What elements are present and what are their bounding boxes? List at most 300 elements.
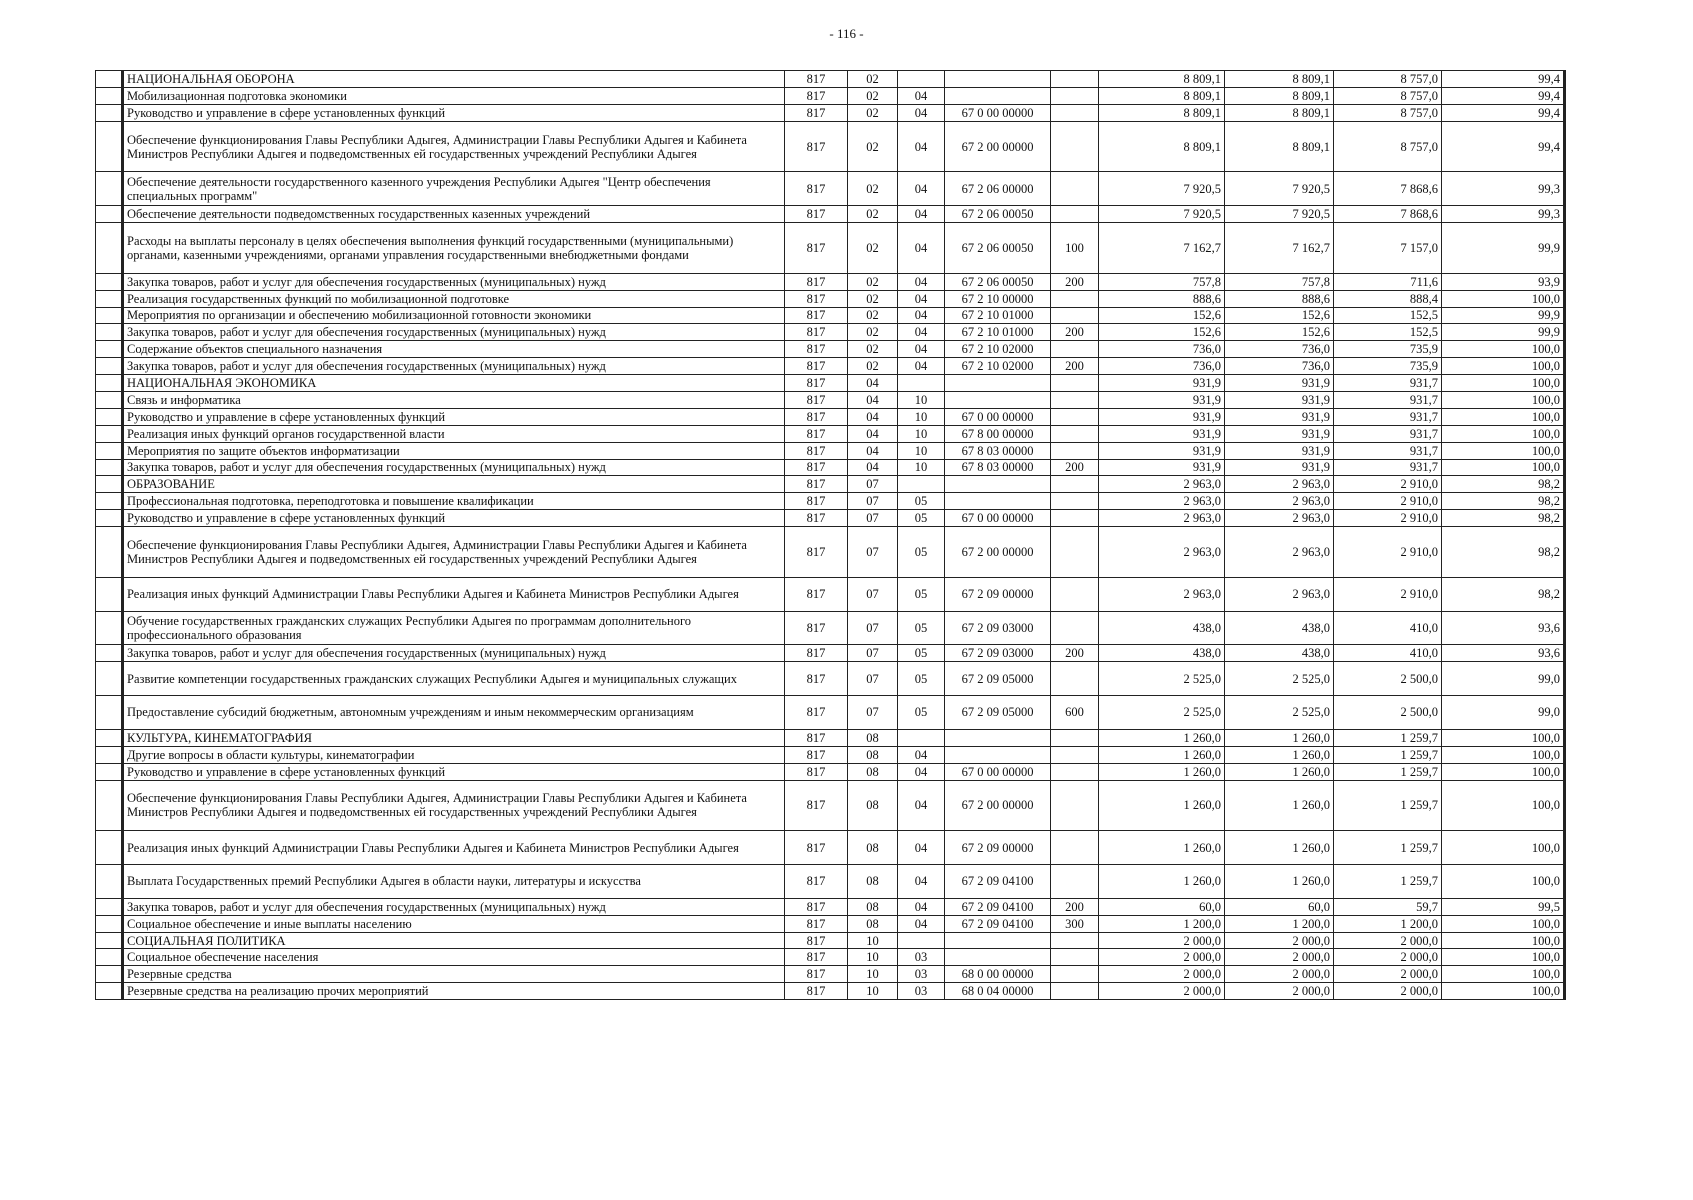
cell-section: 04	[848, 375, 898, 392]
cell-target-article	[945, 391, 1051, 408]
cell-target-article: 67 2 09 03000	[945, 645, 1051, 662]
cell-subsection: 04	[898, 358, 945, 375]
cell-approved: 1 260,0	[1099, 831, 1225, 865]
cell-expense-type	[1051, 780, 1099, 831]
row-gutter	[96, 577, 123, 611]
cell-executed: 931,7	[1334, 425, 1442, 442]
cell-percent: 100,0	[1442, 932, 1565, 949]
cell-percent: 100,0	[1442, 290, 1565, 307]
table-row	[96, 493, 1565, 510]
cell-admin-code: 817	[785, 290, 848, 307]
cell-name: Закупка товаров, работ и услуг для обеспечения государственных (муниципальных) нужд	[123, 898, 785, 915]
cell-section: 02	[848, 273, 898, 290]
cell-target-article: 67 2 06 00050	[945, 273, 1051, 290]
table-row	[96, 577, 1565, 611]
row-gutter	[96, 949, 123, 966]
row-gutter	[96, 493, 123, 510]
cell-admin-code: 817	[785, 408, 848, 425]
table-row	[96, 358, 1565, 375]
cell-expense-type	[1051, 510, 1099, 527]
cell-section: 02	[848, 87, 898, 104]
row-gutter	[96, 527, 123, 578]
cell-executed: 7 868,6	[1334, 172, 1442, 206]
cell-expense-type	[1051, 104, 1099, 121]
cell-expense-type	[1051, 611, 1099, 645]
cell-subsection	[898, 375, 945, 392]
cell-approved: 888,6	[1099, 290, 1225, 307]
cell-target-article: 67 2 09 03000	[945, 611, 1051, 645]
cell-expense-type	[1051, 865, 1099, 899]
cell-name: Руководство и управление в сфере установленных функций	[123, 408, 785, 425]
cell-budget-list: 1 260,0	[1225, 865, 1334, 899]
cell-section: 02	[848, 324, 898, 341]
cell-expense-type	[1051, 375, 1099, 392]
cell-percent: 100,0	[1442, 780, 1565, 831]
cell-section: 07	[848, 696, 898, 730]
cell-name: Мероприятия по защите объектов информатизации	[123, 442, 785, 459]
cell-approved: 152,6	[1099, 307, 1225, 324]
cell-percent: 100,0	[1442, 831, 1565, 865]
cell-approved: 1 260,0	[1099, 780, 1225, 831]
row-gutter	[96, 71, 123, 88]
cell-expense-type	[1051, 71, 1099, 88]
cell-target-article: 67 0 00 00000	[945, 763, 1051, 780]
cell-subsection: 04	[898, 746, 945, 763]
cell-budget-list: 931,9	[1225, 459, 1334, 476]
cell-section: 02	[848, 121, 898, 172]
table-row	[96, 324, 1565, 341]
cell-executed: 8 757,0	[1334, 121, 1442, 172]
cell-percent: 99,4	[1442, 87, 1565, 104]
cell-approved: 438,0	[1099, 611, 1225, 645]
cell-target-article: 67 2 09 04100	[945, 865, 1051, 899]
cell-percent: 100,0	[1442, 408, 1565, 425]
cell-name: Связь и информатика	[123, 391, 785, 408]
table-row	[96, 966, 1565, 983]
cell-name: Социальное обеспечение населения	[123, 949, 785, 966]
cell-name: Руководство и управление в сфере установленных функций	[123, 510, 785, 527]
row-gutter	[96, 273, 123, 290]
cell-admin-code: 817	[785, 898, 848, 915]
row-gutter	[96, 104, 123, 121]
table-row	[96, 391, 1565, 408]
cell-name: НАЦИОНАЛЬНАЯ ЭКОНОМИКА	[123, 375, 785, 392]
cell-budget-list: 60,0	[1225, 898, 1334, 915]
cell-target-article: 67 2 09 00000	[945, 577, 1051, 611]
cell-percent: 99,0	[1442, 662, 1565, 696]
cell-admin-code: 817	[785, 831, 848, 865]
cell-admin-code: 817	[785, 391, 848, 408]
cell-admin-code: 817	[785, 932, 848, 949]
cell-subsection	[898, 729, 945, 746]
cell-admin-code: 817	[785, 983, 848, 1000]
cell-percent: 99,9	[1442, 223, 1565, 274]
cell-subsection: 04	[898, 273, 945, 290]
cell-name: Резервные средства	[123, 966, 785, 983]
cell-expense-type	[1051, 206, 1099, 223]
cell-budget-list: 2 000,0	[1225, 932, 1334, 949]
table-row	[96, 983, 1565, 1000]
cell-target-article: 67 2 09 04100	[945, 898, 1051, 915]
table-row	[96, 408, 1565, 425]
cell-subsection: 10	[898, 459, 945, 476]
cell-percent: 100,0	[1442, 341, 1565, 358]
cell-budget-list: 736,0	[1225, 358, 1334, 375]
cell-subsection: 05	[898, 645, 945, 662]
cell-approved: 7 162,7	[1099, 223, 1225, 274]
cell-section: 07	[848, 476, 898, 493]
row-gutter	[96, 510, 123, 527]
table-row	[96, 865, 1565, 899]
cell-admin-code: 817	[785, 763, 848, 780]
cell-budget-list: 2 963,0	[1225, 493, 1334, 510]
cell-name: Мероприятия по организации и обеспечению мобилизационной готовности экономики	[123, 307, 785, 324]
cell-executed: 59,7	[1334, 898, 1442, 915]
cell-name: Реализация иных функций Администрации Главы Республики Адыгея и Кабинета Министров Республики Адыгея	[123, 831, 785, 865]
cell-expense-type	[1051, 527, 1099, 578]
cell-executed: 7 157,0	[1334, 223, 1442, 274]
cell-target-article	[945, 949, 1051, 966]
cell-executed: 735,9	[1334, 341, 1442, 358]
cell-budget-list: 152,6	[1225, 307, 1334, 324]
cell-expense-type	[1051, 746, 1099, 763]
cell-approved: 931,9	[1099, 425, 1225, 442]
row-gutter	[96, 611, 123, 645]
cell-section: 08	[848, 780, 898, 831]
cell-approved: 2 963,0	[1099, 577, 1225, 611]
cell-admin-code: 817	[785, 375, 848, 392]
cell-expense-type	[1051, 983, 1099, 1000]
cell-target-article: 67 2 10 02000	[945, 341, 1051, 358]
cell-name: НАЦИОНАЛЬНАЯ ОБОРОНА	[123, 71, 785, 88]
cell-percent: 99,4	[1442, 71, 1565, 88]
cell-approved: 2 000,0	[1099, 966, 1225, 983]
cell-section: 04	[848, 391, 898, 408]
cell-approved: 7 920,5	[1099, 206, 1225, 223]
cell-admin-code: 817	[785, 307, 848, 324]
cell-expense-type	[1051, 932, 1099, 949]
cell-expense-type	[1051, 87, 1099, 104]
cell-percent: 99,9	[1442, 324, 1565, 341]
cell-target-article	[945, 729, 1051, 746]
row-gutter	[96, 324, 123, 341]
cell-admin-code: 817	[785, 104, 848, 121]
cell-admin-code: 817	[785, 87, 848, 104]
cell-target-article	[945, 375, 1051, 392]
cell-target-article: 67 2 00 00000	[945, 527, 1051, 578]
cell-section: 04	[848, 408, 898, 425]
table-row	[96, 273, 1565, 290]
cell-name: Обеспечение функционирования Главы Республики Адыгея, Администрации Главы Республики Адыгея и Кабинета Министров Республики Адыгея и подведомственных ей государственных учреждений Республики Адыгея	[123, 121, 785, 172]
table-row	[96, 898, 1565, 915]
cell-section: 08	[848, 898, 898, 915]
cell-approved: 2 000,0	[1099, 983, 1225, 1000]
cell-approved: 931,9	[1099, 459, 1225, 476]
cell-target-article	[945, 746, 1051, 763]
row-gutter	[96, 121, 123, 172]
cell-section: 08	[848, 915, 898, 932]
cell-budget-list: 1 260,0	[1225, 780, 1334, 831]
table-row	[96, 459, 1565, 476]
cell-section: 02	[848, 71, 898, 88]
cell-section: 04	[848, 459, 898, 476]
cell-section: 07	[848, 577, 898, 611]
cell-expense-type: 100	[1051, 223, 1099, 274]
cell-target-article: 68 0 04 00000	[945, 983, 1051, 1000]
cell-expense-type: 300	[1051, 915, 1099, 932]
cell-admin-code: 817	[785, 746, 848, 763]
cell-executed: 2 000,0	[1334, 966, 1442, 983]
cell-target-article: 67 0 00 00000	[945, 104, 1051, 121]
row-gutter	[96, 915, 123, 932]
cell-expense-type	[1051, 425, 1099, 442]
cell-name: Развитие компетенции государственных гражданских служащих Республики Адыгея и муниципальных служащих	[123, 662, 785, 696]
cell-admin-code: 817	[785, 425, 848, 442]
cell-name: Обеспечение функционирования Главы Республики Адыгея, Администрации Главы Республики Адыгея и Кабинета Министров Республики Адыгея и подведомственных ей государственных учреждений Республики Адыгея	[123, 527, 785, 578]
cell-approved: 2 963,0	[1099, 510, 1225, 527]
cell-budget-list: 931,9	[1225, 391, 1334, 408]
cell-executed: 1 259,7	[1334, 780, 1442, 831]
cell-subsection: 05	[898, 696, 945, 730]
cell-subsection: 04	[898, 307, 945, 324]
cell-percent: 99,5	[1442, 898, 1565, 915]
cell-expense-type	[1051, 831, 1099, 865]
row-gutter	[96, 831, 123, 865]
cell-executed: 888,4	[1334, 290, 1442, 307]
cell-approved: 931,9	[1099, 442, 1225, 459]
cell-expense-type: 200	[1051, 273, 1099, 290]
cell-expense-type: 200	[1051, 324, 1099, 341]
cell-expense-type	[1051, 662, 1099, 696]
table-row	[96, 763, 1565, 780]
cell-subsection: 03	[898, 949, 945, 966]
cell-budget-list: 1 200,0	[1225, 915, 1334, 932]
cell-expense-type	[1051, 290, 1099, 307]
cell-name: Закупка товаров, работ и услуг для обеспечения государственных (муниципальных) нужд	[123, 645, 785, 662]
row-gutter	[96, 408, 123, 425]
cell-approved: 931,9	[1099, 408, 1225, 425]
cell-name: Реализация иных функций органов государственной власти	[123, 425, 785, 442]
cell-section: 02	[848, 104, 898, 121]
cell-percent: 98,2	[1442, 510, 1565, 527]
cell-subsection	[898, 476, 945, 493]
row-gutter	[96, 780, 123, 831]
cell-budget-list: 757,8	[1225, 273, 1334, 290]
cell-target-article: 67 8 03 00000	[945, 442, 1051, 459]
cell-target-article	[945, 87, 1051, 104]
cell-approved: 438,0	[1099, 645, 1225, 662]
cell-percent: 99,3	[1442, 206, 1565, 223]
row-gutter	[96, 662, 123, 696]
cell-budget-list: 931,9	[1225, 408, 1334, 425]
cell-subsection: 04	[898, 121, 945, 172]
cell-target-article: 67 2 00 00000	[945, 121, 1051, 172]
cell-approved: 2 000,0	[1099, 932, 1225, 949]
cell-section: 04	[848, 425, 898, 442]
cell-target-article	[945, 493, 1051, 510]
table-row	[96, 932, 1565, 949]
cell-percent: 100,0	[1442, 425, 1565, 442]
cell-executed: 2 910,0	[1334, 577, 1442, 611]
row-gutter	[96, 966, 123, 983]
cell-budget-list: 2 525,0	[1225, 662, 1334, 696]
cell-name: Социальное обеспечение и иные выплаты населению	[123, 915, 785, 932]
cell-expense-type	[1051, 442, 1099, 459]
cell-budget-list: 736,0	[1225, 341, 1334, 358]
cell-executed: 931,7	[1334, 408, 1442, 425]
table-row	[96, 611, 1565, 645]
page-number: - 116 -	[829, 26, 864, 41]
cell-approved: 152,6	[1099, 324, 1225, 341]
cell-expense-type	[1051, 307, 1099, 324]
cell-section: 07	[848, 493, 898, 510]
table-row	[96, 375, 1565, 392]
cell-budget-list: 7 162,7	[1225, 223, 1334, 274]
cell-name: Закупка товаров, работ и услуг для обеспечения государственных (муниципальных) нужд	[123, 459, 785, 476]
cell-executed: 7 868,6	[1334, 206, 1442, 223]
cell-executed: 410,0	[1334, 645, 1442, 662]
cell-section: 02	[848, 358, 898, 375]
row-gutter	[96, 172, 123, 206]
row-gutter	[96, 983, 123, 1000]
cell-subsection: 05	[898, 527, 945, 578]
cell-subsection: 04	[898, 223, 945, 274]
row-gutter	[96, 865, 123, 899]
cell-name: Профессиональная подготовка, переподготовка и повышение квалификации	[123, 493, 785, 510]
cell-name: Закупка товаров, работ и услуг для обеспечения государственных (муниципальных) нужд	[123, 358, 785, 375]
row-gutter	[96, 206, 123, 223]
cell-percent: 98,2	[1442, 577, 1565, 611]
table-row	[96, 172, 1565, 206]
cell-percent: 99,3	[1442, 172, 1565, 206]
cell-expense-type: 200	[1051, 645, 1099, 662]
cell-admin-code: 817	[785, 121, 848, 172]
cell-admin-code: 817	[785, 865, 848, 899]
cell-budget-list: 2 963,0	[1225, 476, 1334, 493]
cell-admin-code: 817	[785, 341, 848, 358]
cell-name: Закупка товаров, работ и услуг для обеспечения государственных (муниципальных) нужд	[123, 273, 785, 290]
cell-admin-code: 817	[785, 273, 848, 290]
cell-approved: 7 920,5	[1099, 172, 1225, 206]
cell-budget-list: 931,9	[1225, 442, 1334, 459]
cell-percent: 98,2	[1442, 476, 1565, 493]
table-row	[96, 527, 1565, 578]
cell-percent: 100,0	[1442, 949, 1565, 966]
cell-percent: 100,0	[1442, 865, 1565, 899]
row-gutter	[96, 476, 123, 493]
cell-admin-code: 817	[785, 966, 848, 983]
cell-budget-list: 2 963,0	[1225, 510, 1334, 527]
cell-section: 10	[848, 949, 898, 966]
cell-subsection: 04	[898, 915, 945, 932]
cell-target-article: 67 2 09 05000	[945, 696, 1051, 730]
cell-section: 07	[848, 510, 898, 527]
cell-executed: 2 500,0	[1334, 696, 1442, 730]
cell-target-article: 67 2 10 01000	[945, 324, 1051, 341]
cell-section: 07	[848, 662, 898, 696]
cell-subsection: 04	[898, 341, 945, 358]
cell-percent: 98,2	[1442, 527, 1565, 578]
cell-percent: 100,0	[1442, 459, 1565, 476]
table-row	[96, 307, 1565, 324]
cell-percent: 99,0	[1442, 696, 1565, 730]
cell-subsection: 10	[898, 442, 945, 459]
table-row	[96, 425, 1565, 442]
cell-percent: 100,0	[1442, 915, 1565, 932]
cell-approved: 2 963,0	[1099, 493, 1225, 510]
cell-executed: 2 000,0	[1334, 983, 1442, 1000]
cell-approved: 931,9	[1099, 391, 1225, 408]
cell-budget-list: 931,9	[1225, 375, 1334, 392]
row-gutter	[96, 223, 123, 274]
cell-expense-type	[1051, 172, 1099, 206]
cell-executed: 2 910,0	[1334, 476, 1442, 493]
cell-percent: 93,6	[1442, 611, 1565, 645]
cell-admin-code: 817	[785, 223, 848, 274]
cell-executed: 735,9	[1334, 358, 1442, 375]
cell-expense-type	[1051, 763, 1099, 780]
cell-section: 04	[848, 442, 898, 459]
table-row	[96, 121, 1565, 172]
cell-target-article: 67 2 06 00050	[945, 223, 1051, 274]
table-row	[96, 290, 1565, 307]
cell-approved: 1 260,0	[1099, 865, 1225, 899]
cell-subsection: 05	[898, 577, 945, 611]
cell-admin-code: 817	[785, 493, 848, 510]
cell-approved: 736,0	[1099, 358, 1225, 375]
budget-table	[95, 70, 1566, 1000]
cell-expense-type	[1051, 341, 1099, 358]
cell-budget-list: 7 920,5	[1225, 206, 1334, 223]
cell-percent: 100,0	[1442, 442, 1565, 459]
cell-executed: 2 000,0	[1334, 932, 1442, 949]
table-row	[96, 915, 1565, 932]
cell-approved: 736,0	[1099, 341, 1225, 358]
cell-percent: 100,0	[1442, 983, 1565, 1000]
row-gutter	[96, 442, 123, 459]
cell-admin-code: 817	[785, 949, 848, 966]
table-row	[96, 341, 1565, 358]
cell-expense-type	[1051, 391, 1099, 408]
cell-admin-code: 817	[785, 206, 848, 223]
cell-target-article: 67 2 09 00000	[945, 831, 1051, 865]
cell-admin-code: 817	[785, 915, 848, 932]
cell-expense-type	[1051, 949, 1099, 966]
cell-expense-type	[1051, 966, 1099, 983]
cell-admin-code: 817	[785, 780, 848, 831]
cell-expense-type: 200	[1051, 898, 1099, 915]
cell-subsection: 04	[898, 898, 945, 915]
cell-percent: 98,2	[1442, 493, 1565, 510]
cell-name: Резервные средства на реализацию прочих мероприятий	[123, 983, 785, 1000]
cell-subsection: 10	[898, 425, 945, 442]
cell-budget-list: 931,9	[1225, 425, 1334, 442]
cell-subsection: 05	[898, 662, 945, 696]
cell-subsection: 04	[898, 865, 945, 899]
cell-expense-type: 600	[1051, 696, 1099, 730]
cell-admin-code: 817	[785, 476, 848, 493]
table-row	[96, 510, 1565, 527]
cell-percent: 100,0	[1442, 391, 1565, 408]
table-row	[96, 696, 1565, 730]
cell-approved: 1 260,0	[1099, 763, 1225, 780]
cell-budget-list: 888,6	[1225, 290, 1334, 307]
cell-executed: 8 757,0	[1334, 104, 1442, 121]
cell-expense-type	[1051, 493, 1099, 510]
cell-name: Мобилизационная подготовка экономики	[123, 87, 785, 104]
cell-subsection: 04	[898, 172, 945, 206]
cell-expense-type: 200	[1051, 459, 1099, 476]
